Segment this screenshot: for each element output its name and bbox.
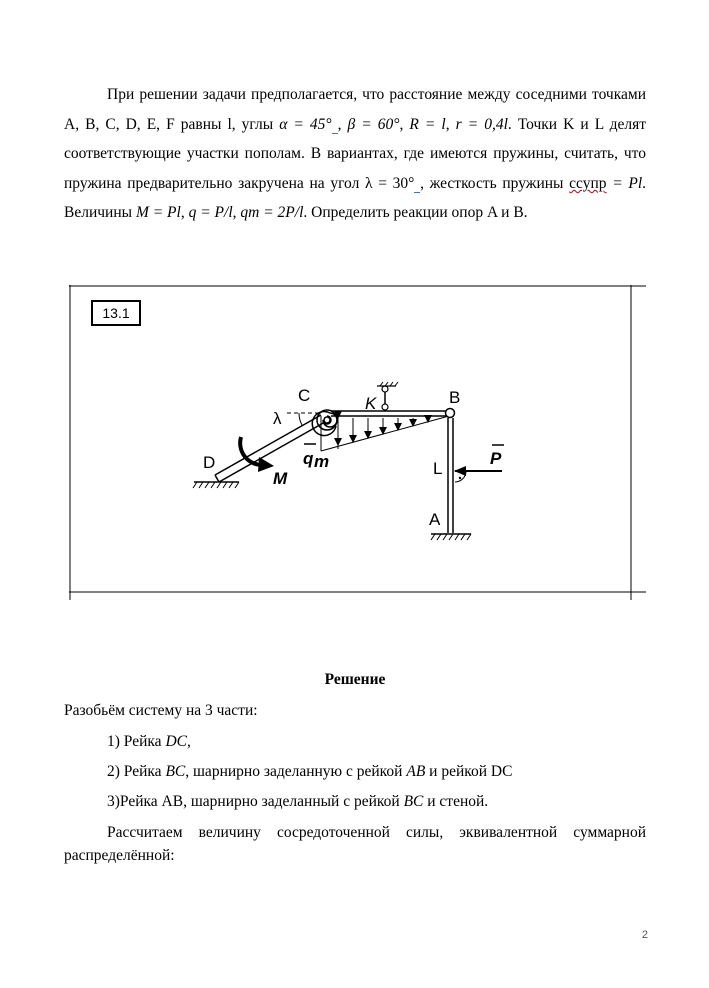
label-C: C: [298, 386, 311, 405]
solution-item-2: 2) Рейка BC, шарнирно заделанную с рейкой AB и рейкой DC: [107, 763, 513, 780]
spiral-spring: [312, 410, 337, 436]
distributed-load-q: [321, 416, 449, 451]
label-moment: M: [273, 469, 288, 488]
angle-arc: [299, 413, 302, 425]
qm-value: qm = 2P/l: [240, 204, 304, 222]
radius-r-value: r = 0,4l: [455, 115, 508, 133]
label-q: [303, 444, 329, 471]
label-L: L: [433, 459, 443, 478]
hinge-B: [446, 409, 455, 418]
ground-support-A: [431, 534, 471, 540]
stiffness-value: = Pl: [612, 174, 643, 192]
rod-AB: [448, 418, 453, 533]
problem-statement: При решении задачи предполагается, что расстояние между соседними точками A, B, C, D, E, F равны l, углы α = 45° , β = 60°, R = l, r = 0,4l. Точки K и L делят соответствующие участки пополам. В вариантах, где имеются пружины, считать, что пружина предварительно закручена на угол λ = 30° , жесткость пружины ссупр = Pl. Величины M = Pl, q = P/l, qm = 2P/l. Определить реакции опор A и B.: [64, 86, 647, 222]
alpha-value: α = 45°: [279, 115, 332, 133]
label-force: [490, 445, 504, 468]
solution-item-1: 1) Рейка DC,: [107, 733, 191, 750]
label-D: D: [203, 453, 216, 472]
label-lambda: λ: [273, 409, 282, 428]
svg-text:q: q: [303, 449, 314, 468]
solution-intro: Разобьём систему на 3 части:: [64, 702, 258, 719]
lambda-value: λ = 30°: [365, 174, 415, 192]
label-A: A: [429, 510, 441, 529]
label-B: B: [449, 388, 461, 407]
support-K: [377, 382, 398, 411]
mechanism-diagram: [69, 285, 646, 600]
spring-stiffness-symbol: ссупр: [569, 174, 607, 192]
beta-value: β = 60°: [347, 115, 400, 133]
svg-text:m: m: [314, 452, 330, 471]
solution-item-3: 3)Рейка AB, шарнирно заделанный с рейкой BC и стеной.: [107, 793, 489, 810]
solution-paragraph: Рассчитаем величину сосредоточенной силы, эквивалентной суммарной распределённой:: [64, 824, 646, 864]
solution-heading: Решение: [324, 671, 386, 688]
moment-value: M = Pl: [135, 204, 181, 222]
force-P-arrow: [455, 471, 502, 482]
page-number: 2: [641, 929, 648, 941]
beam-CB: [331, 411, 449, 416]
ground-support-D: [193, 482, 239, 488]
q-value: q = P/l: [188, 204, 233, 222]
svg-text:P: P: [490, 449, 502, 468]
label-K: K: [365, 394, 377, 413]
figure-number: 13.1: [91, 300, 141, 326]
radius-R-value: R = l: [409, 115, 446, 133]
figure-frame: [69, 285, 646, 600]
